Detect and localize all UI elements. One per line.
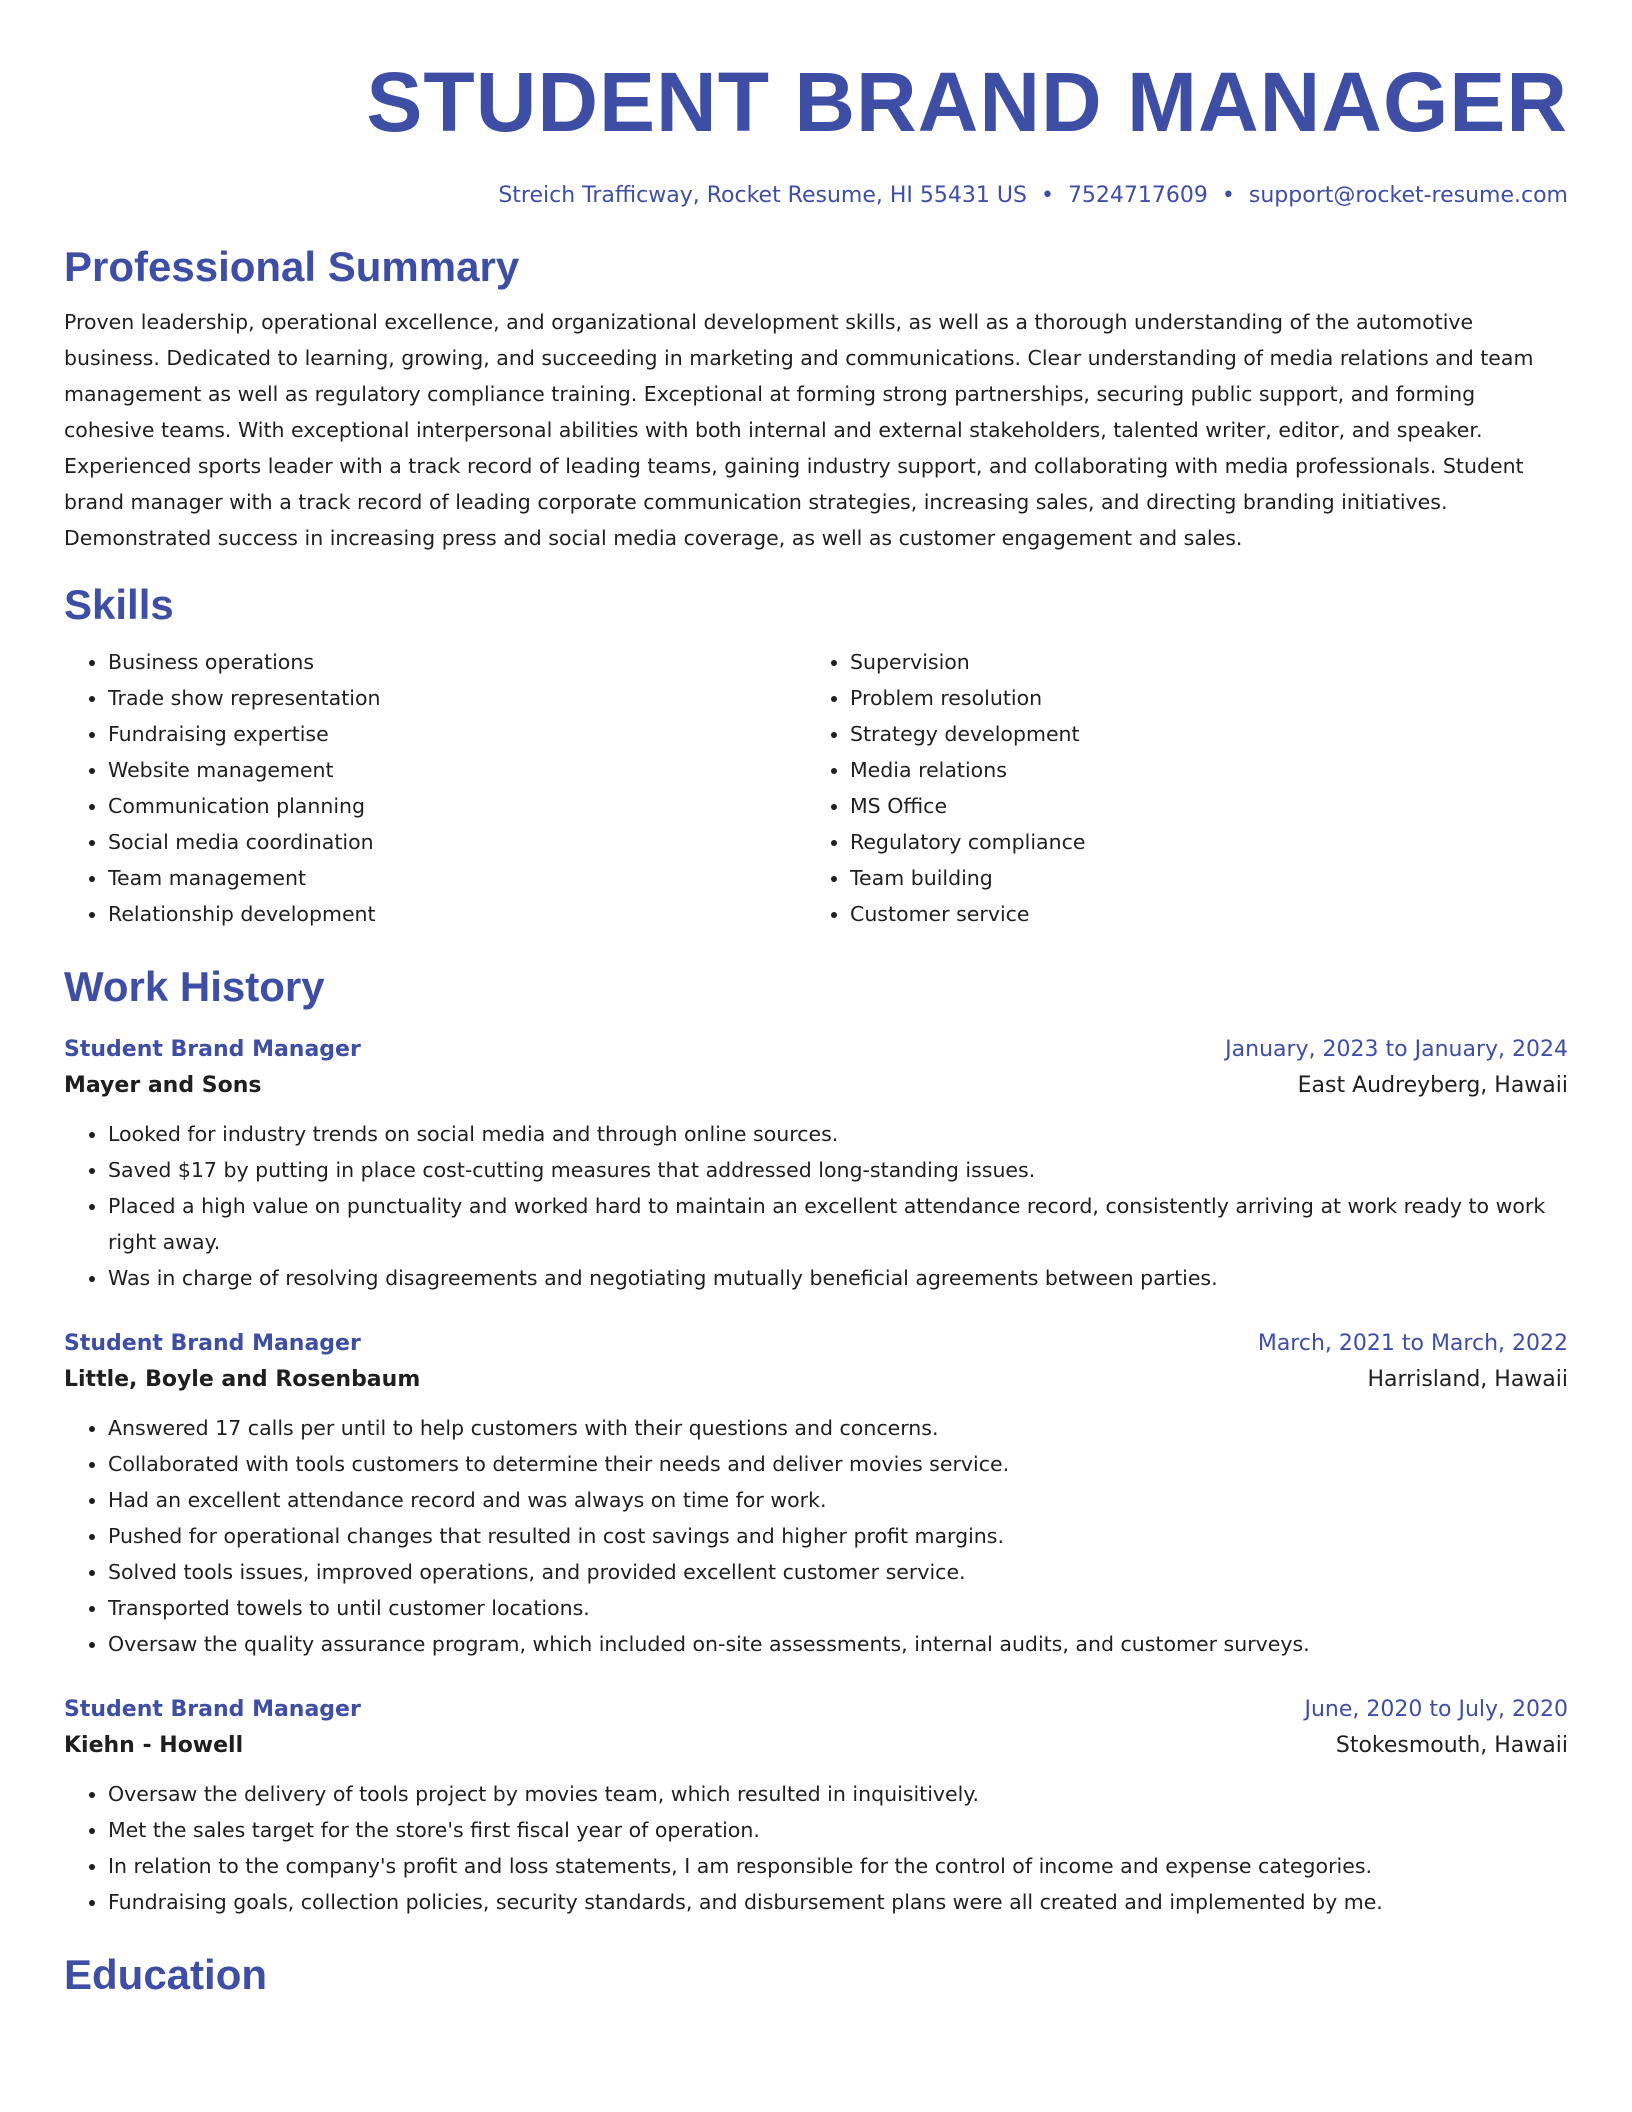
skill-item: • Business operations [108,644,806,680]
skill-item: • Social media coordination [108,824,806,860]
skill-item: • Fundraising expertise [108,716,806,752]
summary-text: Proven leadership, operational excellence, and organizational development skills, as well as a thorough understanding of the automotive business. Dedicated to learning, growing, and succeeding in marketing and communications. Clear understanding of media relations and team management as well as regulatory compliance training. Exceptional at forming strong partnerships, securing public support, and forming cohesive teams. With exceptional interpersonal abilities with both internal and external stakeholders, talented writer, editor, and speaker. Experienced sports leader with a track record of leading teams, gaining industry support, and collaborating with media professionals. Student brand manager with a track record of leading corporate communication strategies, increasing sales, and directing branding initiatives. Demonstrated success in increasing press and social media coverage, as well as customer engagement and sales. [64,310,1534,550]
skill-item: • Communication planning [108,788,806,824]
skill-item: • Team building [850,860,1568,896]
job-company-row [64,1728,1568,1764]
job-title: Student Brand Manager [64,1037,361,1062]
job-bullet: • Answered 17 calls per until to help customers with their questions and concerns. [108,1410,1568,1446]
job-bullet: • Solved tools issues, improved operations, and provided excellent customer service. [108,1554,1568,1590]
job-bullet: • Had an excellent attendance record and was always on time for work. [108,1482,1568,1518]
skill-item: • Website management [108,752,806,788]
job-company: Mayer and Sons [64,1073,262,1098]
job-bullet: • Pushed for operational changes that resulted in cost savings and higher profit margins. [108,1518,1568,1554]
job-bullets [64,1116,1568,1296]
job-location: Harrisland, Hawaii [1367,1367,1568,1392]
job-bullet: • Saved $17 by putting in place cost-cutting measures that addressed long-standing issues. [108,1152,1568,1188]
education-section [64,1950,1568,2000]
contact-separator: • [1040,183,1054,208]
job-location: Stokesmouth, Hawaii [1335,1733,1568,1758]
skill-item: • Strategy development [850,716,1568,752]
contact-email[interactable]: support@rocket-resume.com [1248,183,1568,208]
job-dates: January, 2023 to January, 2024 [1225,1037,1568,1062]
contact-separator: • [1221,183,1235,208]
job-entry [64,1326,1568,1662]
skill-item: • MS Office [850,788,1568,824]
job-header-row [64,1692,1568,1728]
job-company-row [64,1362,1568,1398]
job-title: Student Brand Manager [64,1697,361,1722]
skill-item: • Problem resolution [850,680,1568,716]
skills-list-right [806,644,1568,932]
job-company: Little, Boyle and Rosenbaum [64,1367,421,1392]
job-bullet: • Was in charge of resolving disagreements and negotiating mutually beneficial agreements between parties. [108,1260,1568,1296]
skill-item: • Trade show representation [108,680,806,716]
summary-heading: Professional Summary [64,243,520,290]
resume-header [64,52,1568,212]
work-history-section [64,962,1568,1920]
skill-item: • Media relations [850,752,1568,788]
job-dates: June, 2020 to July, 2020 [1304,1697,1568,1722]
job-entry [64,1692,1568,1920]
job-bullet: • Looked for industry trends on social media and through online sources. [108,1116,1568,1152]
job-bullet: • Oversaw the delivery of tools project by movies team, which resulted in inquisitively. [108,1776,1568,1812]
job-dates: March, 2021 to March, 2022 [1257,1331,1568,1356]
skills-section [64,580,1568,932]
skill-item: • Supervision [850,644,1568,680]
job-bullet: • Oversaw the quality assurance program, which included on-site assessments, internal audits, and customer surveys. [108,1626,1568,1662]
job-bullets [64,1776,1568,1920]
skill-item: • Regulatory compliance [850,824,1568,860]
job-company: Kiehn - Howell [64,1733,244,1758]
job-bullets [64,1410,1568,1662]
skills-heading: Skills [64,581,174,628]
skill-item: • Team management [108,860,806,896]
job-bullet: • Placed a high value on punctuality and worked hard to maintain an excellent attendance record, consistently arriving at work ready to work right away. [108,1188,1568,1260]
education-heading: Education [64,1951,268,1998]
job-bullet: • Transported towels to until customer locations. [108,1590,1568,1626]
work-history-heading: Work History [64,963,325,1010]
job-bullet: • Met the sales target for the store's first fiscal year of operation. [108,1812,1568,1848]
job-bullet: • Fundraising goals, collection policies, security standards, and disbursement plans were all created and implemented by me. [108,1884,1568,1920]
contact-address: Streich Trafficway, Rocket Resume, HI 55431 US [498,183,1027,208]
contact-phone[interactable]: 7524717609 [1067,183,1208,208]
skills-columns [64,644,1568,932]
summary-section [64,242,1568,556]
job-bullet: • Collaborated with tools customers to determine their needs and deliver movies service. [108,1446,1568,1482]
skills-list-left [64,644,806,932]
job-company-row [64,1068,1568,1104]
skill-item: • Customer service [850,896,1568,932]
skill-item: • Relationship development [108,896,806,932]
job-location: East Audreyberg, Hawaii [1297,1073,1568,1098]
job-header-row [64,1032,1568,1068]
job-entry [64,1032,1568,1296]
candidate-title: STUDENT BRAND MANAGER [366,55,1568,149]
job-header-row [64,1326,1568,1362]
job-bullet: • In relation to the company's profit and loss statements, I am responsible for the control of income and expense categories. [108,1848,1568,1884]
job-title: Student Brand Manager [64,1331,361,1356]
contact-line [64,180,1568,212]
